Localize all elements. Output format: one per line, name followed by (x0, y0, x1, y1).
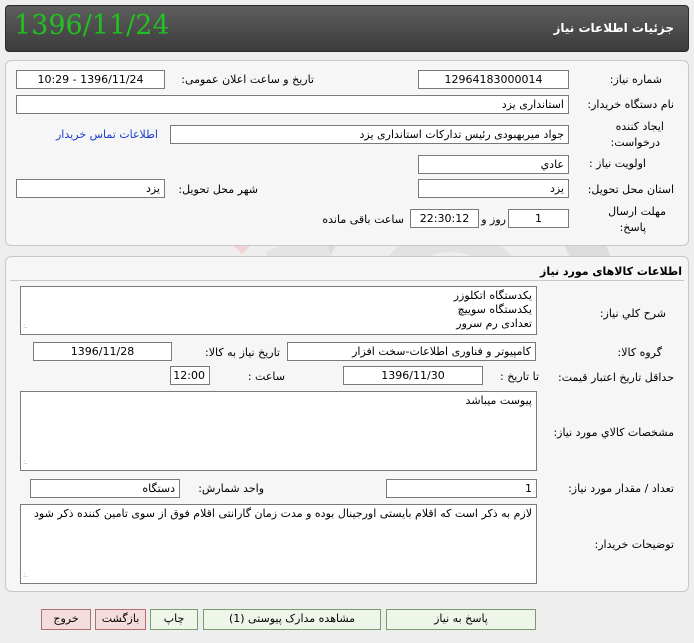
description-textarea (20, 286, 537, 335)
city-field: یزد (16, 179, 165, 198)
priority-field: عادي (418, 155, 569, 174)
quantity-label: تعداد / مقدار مورد نیاز: (568, 482, 674, 495)
buyer-org-label: نام دستگاه خریدار: (587, 98, 674, 111)
section-divider (10, 280, 684, 281)
deadline-time-field: 22:30:12 (410, 209, 479, 228)
back-button[interactable]: بازگشت (95, 609, 146, 630)
until-date-label: تا تاریخ : (500, 370, 539, 383)
resize-grip-icon[interactable]: .: (23, 322, 28, 330)
price-validity-label: حداقل تاریخ اعتبار قیمت: (558, 371, 674, 384)
resize-grip-icon[interactable]: .: (23, 571, 28, 579)
goods-group-label: گروه کالا: (617, 346, 662, 359)
header-date: 1396/11/24 (14, 10, 170, 41)
buyer-notes-label: توضیحات خریدار: (594, 538, 674, 551)
buyer-org-field: استانداری یزد (16, 95, 569, 114)
unit-field: دستگاه (30, 479, 180, 498)
remaining-label: ساعت باقی مانده (322, 213, 404, 226)
description-line: تعدادی رم سرور (456, 317, 532, 330)
buyer-notes-text: لازم به ذکر است که اقلام بایستی اورجینال بوده و مدت زمان گارانتی اقلام فوق از سوی تامین کننده ذکر شود (34, 507, 532, 520)
title-bar (5, 5, 689, 52)
unit-label: واحد شمارش: (198, 482, 264, 495)
resize-grip-icon[interactable]: .: (23, 458, 28, 466)
deadline-label: مهلت ارسال (608, 205, 666, 218)
time-field: 12:00 (170, 366, 210, 385)
time-label: ساعت : (247, 370, 285, 383)
need-date-field: 1396/11/28 (33, 342, 172, 361)
announce-datetime-label: تاریخ و ساعت اعلان عمومی: (181, 73, 314, 86)
until-date-field: 1396/11/30 (343, 366, 483, 385)
need-date-label: تاریخ نیاز به کالا: (205, 346, 280, 359)
specification-textarea (20, 391, 537, 471)
city-label: شهر محل تحویل: (178, 183, 258, 196)
page-title: جزئیات اطلاعات نیاز (553, 21, 674, 35)
description-line: یکدستگاه سوییچ (457, 303, 532, 316)
specification-text: پیوست میباشد (465, 394, 532, 407)
priority-label: اولویت نیاز : (588, 157, 646, 170)
description-line: یکدستگاه اتکلوزر (453, 289, 532, 302)
specification-label: مشخصات كالاي مورد نياز: (553, 426, 674, 439)
view-attachments-button[interactable]: مشاهده مدارک پیوستی (1) (203, 609, 381, 630)
need-number-field: 12964183000014 (418, 70, 569, 89)
quantity-field: 1 (386, 479, 537, 498)
announce-datetime-field: 1396/11/24 - 10:29 (16, 70, 165, 89)
print-button[interactable]: چاپ (150, 609, 198, 630)
creator-label: ایجاد کننده (615, 120, 664, 133)
buyer-notes-textarea (20, 504, 537, 584)
days-label: روز و (481, 213, 506, 226)
province-field: یزد (418, 179, 569, 198)
deadline-label-line2: پاسخ: (619, 221, 646, 234)
goods-group-field: کامپیوتر و فناوری اطلاعات-سخت افزار (287, 342, 536, 361)
creator-label-line2: درخواست: (610, 136, 660, 149)
goods-section-title: اطلاعات کالاهای مورد نیاز (540, 265, 682, 278)
description-label: شرح کلي نیاز: (599, 307, 666, 320)
exit-button[interactable]: خروج (41, 609, 91, 630)
deadline-days-field: 1 (508, 209, 569, 228)
reply-button[interactable]: پاسخ به نیاز (386, 609, 536, 630)
province-label: استان محل تحویل: (587, 183, 674, 196)
creator-field: جواد میربهبودی رئیس تدارکات استانداری یزد (170, 125, 569, 144)
buyer-contact-link[interactable]: اطلاعات تماس خریدار (56, 128, 158, 141)
need-number-label: شماره نیاز: (609, 73, 662, 86)
